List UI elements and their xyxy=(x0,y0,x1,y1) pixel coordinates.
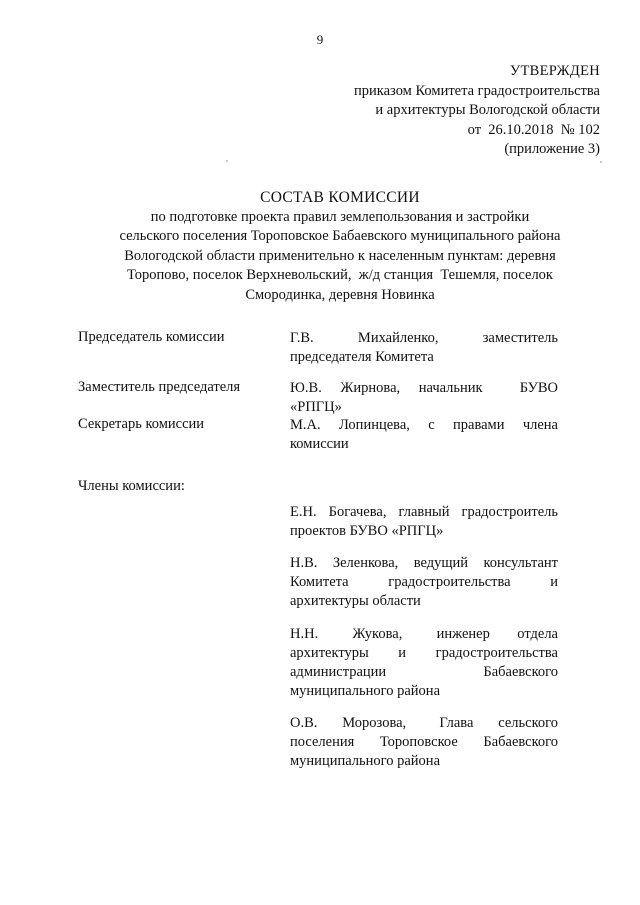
role-label: Председатель комиссии xyxy=(78,329,225,345)
title-heading: СОСТАВ КОМИССИИ xyxy=(260,189,420,206)
member-line: муниципального района xyxy=(290,683,440,699)
approval-line-1: приказом Комитета градостроительства xyxy=(354,82,600,99)
page-number: 9 xyxy=(316,32,324,47)
member-line: поселения Тороповское Бабаевского xyxy=(290,734,558,750)
member-line: администрации Бабаевского xyxy=(290,664,558,680)
person-line: Ю.В. Жирнова, начальник БУВО xyxy=(290,380,558,396)
title-line: Торопово, поселок Верхневольский, ж/д станция Тешемля, поселок xyxy=(127,267,553,283)
person-description xyxy=(290,379,558,417)
scan-speck xyxy=(226,160,228,162)
members-label: Члены комиссии: xyxy=(78,478,185,494)
member-line: Н.В. Зеленкова, ведущий консультант xyxy=(290,555,558,571)
person-line: Г.В. Михайленко, заместитель xyxy=(290,330,558,346)
approval-line-4: (приложение 3) xyxy=(504,141,600,157)
approval-line-2: и архитектуры Вологодской области xyxy=(375,102,600,118)
person-description xyxy=(290,329,558,367)
title-line: Смородинка, деревня Новинка xyxy=(245,286,435,303)
member-entry xyxy=(290,625,558,701)
member-entry xyxy=(290,554,558,611)
member-line: архитектуры и градостроительства xyxy=(290,645,558,661)
person-line: комиссии xyxy=(290,436,349,452)
member-line: проектов БУВО «РПГЦ» xyxy=(290,523,444,539)
member-entry xyxy=(290,503,558,541)
role-label: Секретарь комиссии xyxy=(78,416,205,432)
member-line: Н.Н. Жукова, инженер отдела xyxy=(290,626,558,642)
member-line: Е.Н. Богачева, главный градостроитель xyxy=(290,504,558,520)
member-entry xyxy=(290,714,558,771)
title-line: Вологодской области применительно к населенным пунктам: деревня xyxy=(124,247,556,264)
member-line: архитектуры области xyxy=(290,593,421,609)
role-label: Заместитель председателя xyxy=(78,379,241,395)
member-line: Комитета градостроительства и xyxy=(290,574,558,590)
approved-heading: УТВЕРЖДЕН xyxy=(509,63,600,79)
member-line: О.В. Морозова, Глава сельского xyxy=(290,715,558,731)
person-line: «РПГЦ» xyxy=(290,399,342,415)
member-line: муниципального района xyxy=(290,753,440,769)
document-title xyxy=(60,188,620,305)
person-line: председателя Комитета xyxy=(290,349,434,365)
title-line: по подготовке проекта правил землепользования и застройки xyxy=(150,208,530,225)
approval-stamp xyxy=(354,62,600,160)
approval-line-3: от 26.10.2018 № 102 xyxy=(467,121,600,138)
person-description xyxy=(290,416,558,454)
title-line: сельского поселения Тороповское Бабаевского муниципального района xyxy=(119,228,561,244)
scan-speck xyxy=(600,161,602,163)
person-line: М.А. Лопинцева, с правами члена xyxy=(290,417,558,433)
